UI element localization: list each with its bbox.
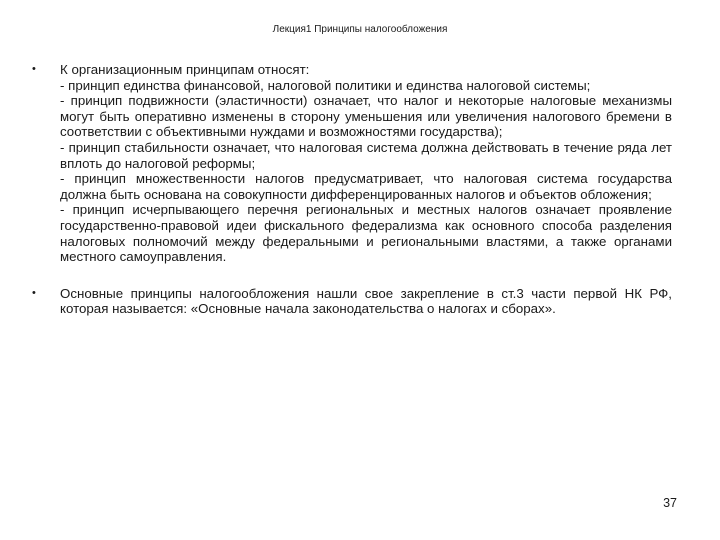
bullet-body [60,286,672,317]
bullet-body [60,62,672,265]
bullet-icon: • [32,63,36,75]
bullet-icon: • [32,286,36,299]
bullet-intro-line: К организационным принципам относят: [60,62,310,77]
principle-stability: - принцип стабильности означает, что налоговая система должна действовать в течение ряда лет вплоть до налоговой реформы; [60,139,672,171]
slide-header [0,23,720,37]
lecture-title: Лекция1 Принципы налогообложения [272,24,448,35]
bullet-item-tax-code [32,286,672,317]
principle-mobility: - принцип подвижности (эластичности) означает, что налог и некоторые налоговые механизмы могут быть оперативно изменены в сторону уменьшения или увеличения налогового бремени в соответствии с объективными нуждами и возможностями государства); [60,93,672,140]
bullet-item-organizational-principles [32,62,672,265]
bullet-list [32,62,672,317]
principle-unity: - принцип единства финансовой, налоговой политики и единства налоговой системы; [60,77,591,93]
page-number: 37 [663,496,677,510]
principle-exhaustive-list: - принцип исчерпывающего перечня региональных и местных налогов означает проявление государственно-правовой идеи фискального федерализма как основного способа разделения налоговых полномочий между федеральными и региональными властями, а также органами местного самоуправления. [60,202,672,265]
principle-multiplicity: - принцип множественности налогов предусматривает, что налоговая система государства должна быть основана на совокупности дифференцированных налогов и объектов обложения; [60,171,672,202]
tax-code-statement: Основные принципы налогообложения нашли свое закрепление в ст.3 части первой НК РФ, которая называется: «Основные начала законодательства о налогах и сборах». [60,285,672,317]
